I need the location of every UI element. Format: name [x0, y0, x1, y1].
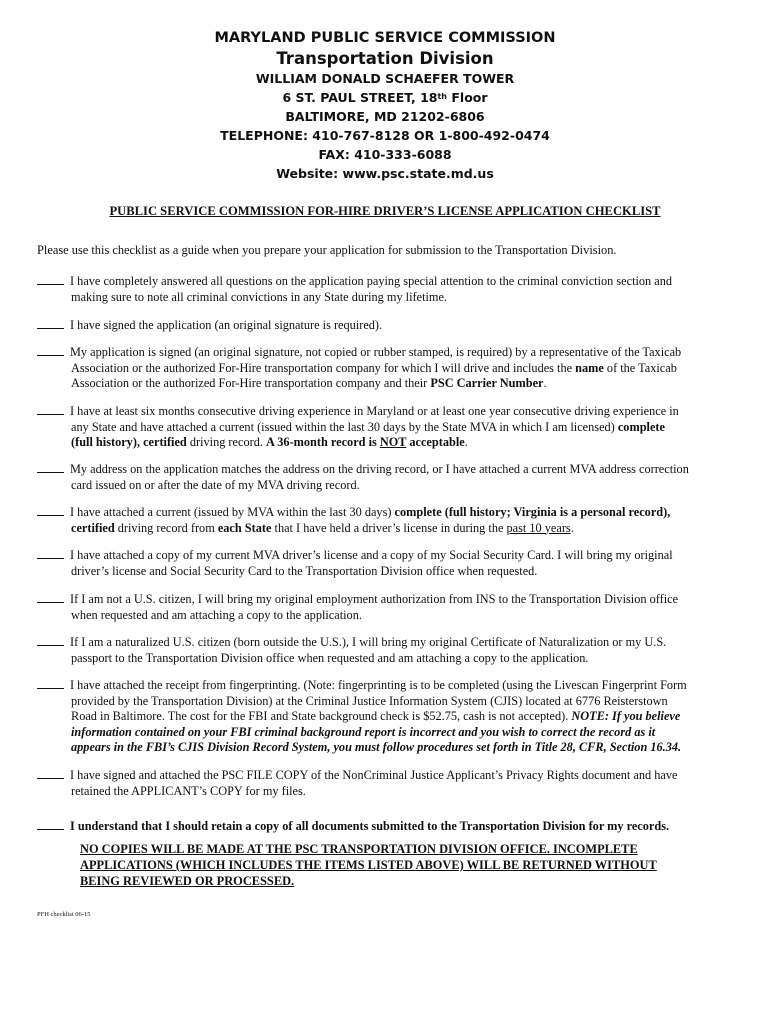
- intro-text: Please use this checklist as a guide when you prepare your application for submission to the Transportation Division.: [37, 243, 617, 257]
- checklist-item-4: I have at least six months consecutive driving experience in Maryland or at least one year consecutive driving experience in any State and have attached a current (issued within the last 30 days by the State MVA in which I am licensed) complete (full history), certified driving record. A 36-month record is NOT acceptable.: [37, 403, 757, 451]
- warning-notice: NO COPIES WILL BE MADE AT THE PSC TRANSPORTATION DIVISION OFFICE. INCOMPLETE APPLICATIONS (WHICH INCLUDES THE ITEMS LISTED ABOVE) WILL BE RETURNED WITHOUT BEING REVIEWED OR PROCESSED.: [80, 842, 657, 888]
- website: Website: www.psc.state.md.us: [276, 166, 494, 181]
- telephone: TELEPHONE: 410-767-8128 OR 1-800-492-0474: [220, 128, 550, 143]
- checklist-item-7: I have attached a copy of my current MVA driver’s license and a copy of my Social Security Card. I will bring my original driver’s license and Social Security Card to the Transportation Division office when requested.: [37, 547, 757, 579]
- checklist-item-2: I have signed the application (an original signature is required).: [37, 317, 757, 334]
- checklist-title: PUBLIC SERVICE COMMISSION FOR-HIRE DRIVER’S LICENSE APPLICATION CHECKLIST: [109, 204, 661, 218]
- city-state-zip: BALTIMORE, MD 21202-6806: [285, 109, 485, 124]
- checklist-item-11: I have signed and attached the PSC FILE COPY of the NonCriminal Justice Applicant’s Privacy Rights document and have retained the APPLICANT’s COPY for my files.: [37, 767, 757, 799]
- checklist-item-3: My application is signed (an original signature, not copied or rubber stamped, is required) by a representative of the Taxicab Association or the authorized For-Hire transportation company for which I will drive and includes the name of the Taxicab Association or the authorized For-Hire transportation company and their PSC Carrier Number.: [37, 344, 757, 392]
- checklist-item-1: I have completely answered all questions on the application paying special attention to the criminal conviction section and making sure to note all criminal convictions in any State during my lifetime.: [37, 273, 757, 305]
- checkbox-blank[interactable]: [37, 504, 64, 516]
- checkbox-blank[interactable]: [37, 273, 64, 285]
- checkbox-blank[interactable]: [37, 818, 64, 830]
- street-address: 6 ST. PAUL STREET, 18th Floor: [282, 90, 488, 105]
- form-id-footer: PFH checklist 06-15: [37, 911, 91, 918]
- checkbox-blank[interactable]: [37, 767, 64, 779]
- checklist-item-8: If I am not a U.S. citizen, I will bring my original employment authorization from INS to the Transportation Division office when requested and am attaching a copy to the application.: [37, 591, 757, 623]
- checkbox-blank[interactable]: [37, 317, 64, 329]
- checklist-item-12: I understand that I should retain a copy of all documents submitted to the Transportation Division for my records.: [37, 818, 757, 835]
- checkbox-blank[interactable]: [37, 634, 64, 646]
- checklist-item-10: I have attached the receipt from fingerprinting. (Note: fingerprinting is to be completed (using the Livescan Fingerprint Form provided by the Transportation Division) at the Criminal Justice Information System (CJIS) located at 6776 Reisterstown Road in Baltimore. The cost for the FBI and State background check is $52.75, cash is not accepted). NOTE: If you believe information contained on your FBI criminal background report is incorrect and you wish to correct the record as it appears in the FBI’s CJIS Division Record System, you must follow procedures set forth in Title 28, CFR, Section 16.34.: [37, 677, 757, 756]
- checkbox-blank[interactable]: [37, 547, 64, 559]
- fax: FAX: 410-333-6088: [318, 147, 452, 162]
- checkbox-blank[interactable]: [37, 403, 64, 415]
- address-block: [0, 69, 770, 183]
- checkbox-blank[interactable]: [37, 461, 64, 473]
- building-name: WILLIAM DONALD SCHAEFER TOWER: [255, 71, 515, 86]
- checklist-item-9: If I am a naturalized U.S. citizen (born outside the U.S.), I will bring my original Certificate of Naturalization or my U.S. passport to the Transportation Division office when requested and am attaching a copy to the application.: [37, 634, 757, 666]
- checkbox-blank[interactable]: [37, 591, 64, 603]
- checkbox-blank[interactable]: [37, 677, 64, 689]
- checklist-item-5: My address on the application matches the address on the driving record, or I have attached a current MVA address correction card issued on or after the date of my MVA driving record.: [37, 461, 757, 493]
- org-name: MARYLAND PUBLIC SERVICE COMMISSION: [214, 30, 556, 46]
- division-name: Transportation Division: [276, 49, 494, 68]
- checklist-item-6: I have attached a current (issued by MVA within the last 30 days) complete (full history; Virginia is a personal record), certified driving record from each State that I have held a driver’s license in during the past 10 years.: [37, 504, 757, 536]
- checkbox-blank[interactable]: [37, 344, 64, 356]
